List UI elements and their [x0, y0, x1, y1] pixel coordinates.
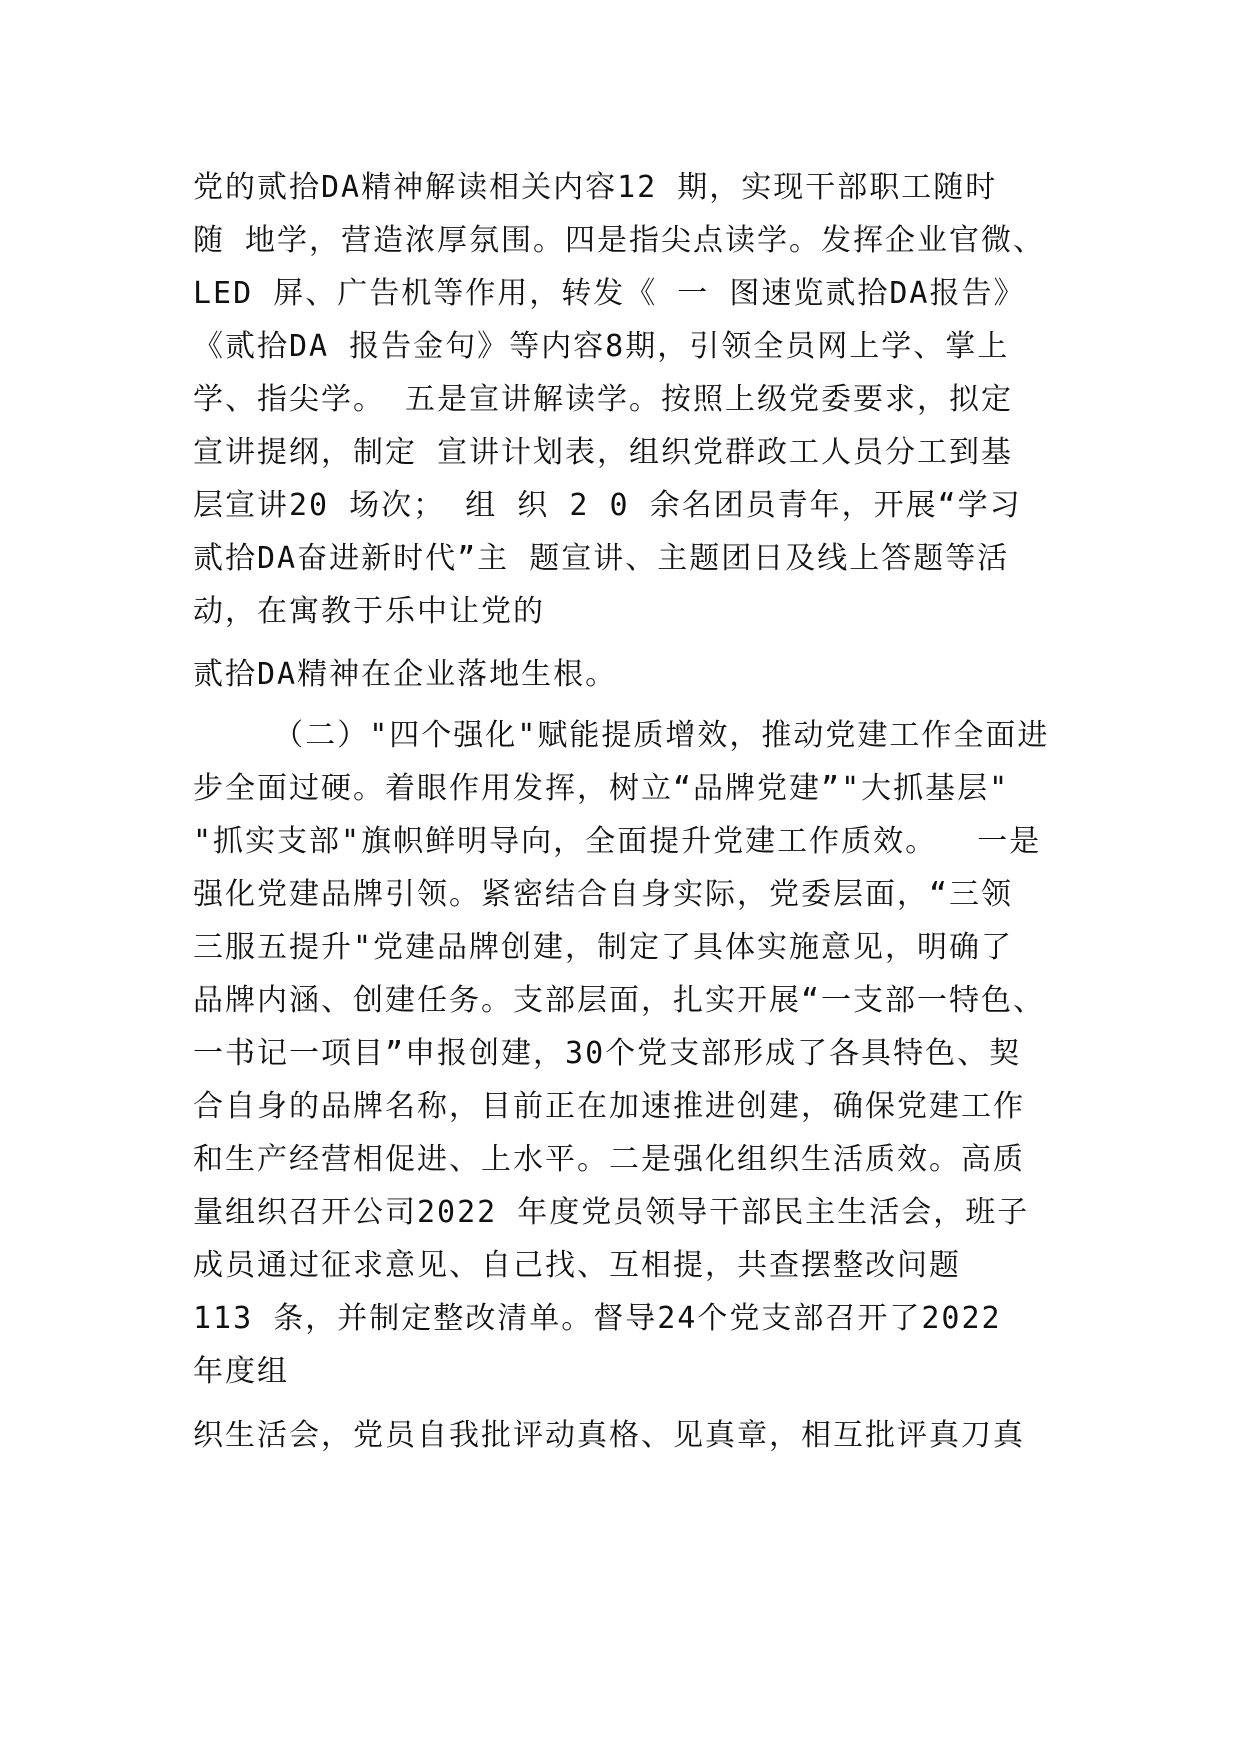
- text-line: LED 屏、广告机等作用，转发《 一 图速览贰拾DA报告》: [193, 276, 1026, 311]
- text-line: （二）"四个强化"赋能提质增效，推动党建工作全面进: [193, 718, 1050, 753]
- text-line: 随 地学，营造浓厚氛围。四是指尖点读学。发挥企业官微、: [193, 223, 1046, 258]
- text-line: 强化党建品牌引领。紧密结合自身实际，党委层面，“三领: [193, 877, 1014, 912]
- text-line: 年度组: [193, 1354, 289, 1389]
- text-line: 三服五提升"党建品牌创建，制定了具体实施意见，明确了: [193, 930, 1014, 965]
- text-line: 成员通过征求意见、自己找、互相提，共查摆整改问题: [193, 1248, 961, 1283]
- text-line: 步全面过硬。着眼作用发挥，树立“品牌党建”"大抓基层": [193, 771, 1010, 806]
- text-line: 量组织召开公司2022 年度党员领导干部民主生活会，班子: [193, 1195, 1030, 1230]
- text-line: "抓实支部"旗帜鲜明导向，全面提升党建工作质效。 一是: [193, 824, 1042, 859]
- text-line: 一书记一项目”申报创建，30个党支部形成了各具特色、契: [193, 1036, 1022, 1071]
- text-line: 113 条，并制定整改清单。督导24个党支部召开了2022: [193, 1301, 1002, 1336]
- text-line: 织生活会，党员自我批评动真格、见真章，相互批评真刀真: [193, 1418, 1025, 1453]
- text-line: 宣讲提纲，制定 宣讲计划表，组织党群政工人员分工到基: [193, 435, 1014, 470]
- text-line: 品牌内涵、创建任务。支部层面，扎实开展“一支部一特色、: [193, 983, 1046, 1018]
- text-line: 和生产经营相促进、上水平。二是强化组织生活质效。高质: [193, 1142, 1025, 1177]
- text-line: 《贰拾DA 报告金句》等内容8期，引领全员网上学、掌上: [193, 329, 1010, 364]
- text-line: 学、指尖学。 五是宣讲解读学。按照上级党委要求，拟定: [193, 382, 1014, 417]
- text-line: 贰拾DA精神在企业落地生根。: [193, 657, 618, 692]
- text-line: 合自身的品牌名称，目前正在加速推进创建，确保党建工作: [193, 1089, 1025, 1124]
- text-line: 党的贰拾DA精神解读相关内容12 期，实现干部职工随时: [193, 170, 998, 205]
- text-line: 贰拾DA奋进新时代”主 题宣讲、主题团日及线上答题等活: [193, 541, 1010, 576]
- text-line: 层宣讲20 场次； 组 织 2 0 余名团员青年，开展“学习: [193, 488, 1022, 523]
- text-line: 动，在寓教于乐中让党的: [193, 594, 545, 629]
